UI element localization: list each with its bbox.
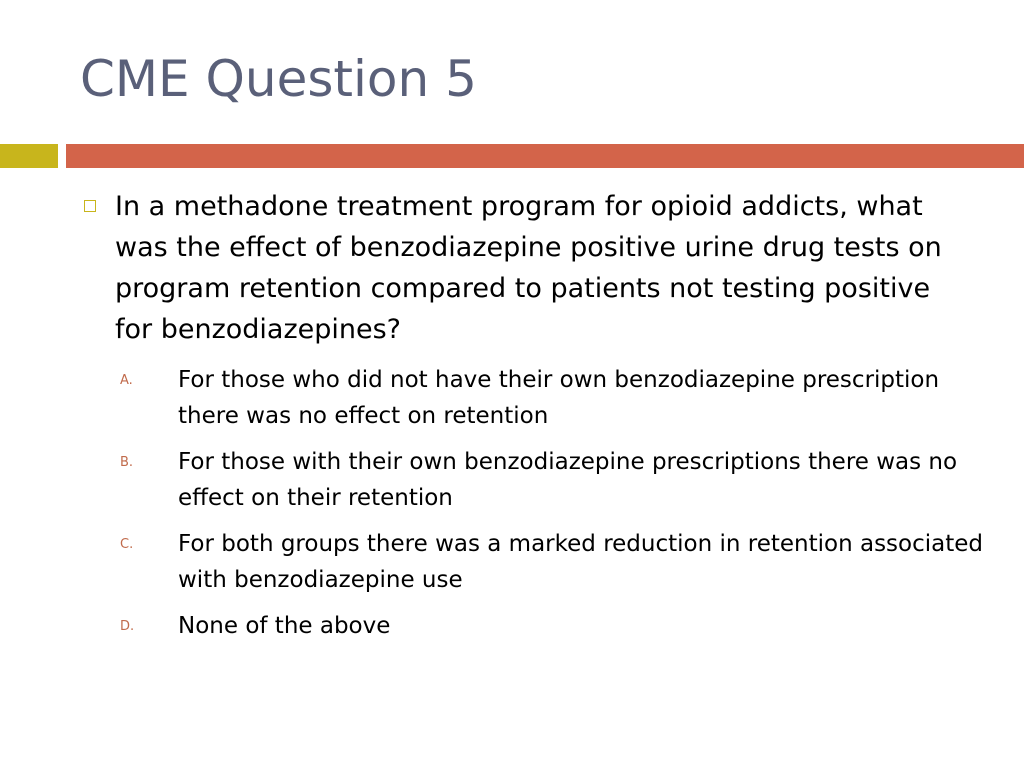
option-letter: B. xyxy=(120,455,134,470)
option-letter: C. xyxy=(120,537,134,552)
slide-title: CME Question 5 xyxy=(80,50,477,108)
option-text: For those with their own benzodiazepine prescriptions there was no effect on their retention xyxy=(178,449,958,511)
option-letter: A. xyxy=(120,373,133,388)
answer-option-d xyxy=(120,608,1000,644)
answer-option-b xyxy=(120,444,1000,516)
option-text: None of the above xyxy=(178,613,391,639)
option-letter: D. xyxy=(120,619,135,634)
square-bullet-icon xyxy=(84,200,96,212)
answer-option-a xyxy=(120,362,1000,434)
question-text: In a methadone treatment program for opioid addicts, what was the effect of benzodiazepine positive urine drug tests on program retention compared to patients not testing positive for benzodiazepines? xyxy=(115,191,942,345)
answer-options xyxy=(120,362,1000,654)
answer-option-c xyxy=(120,526,1000,598)
accent-bar-right xyxy=(66,144,1024,168)
option-text: For both groups there was a marked reduction in retention associated with benzodiazepine use xyxy=(178,531,984,593)
accent-bar-left xyxy=(0,144,58,168)
option-text: For those who did not have their own benzodiazepine prescription there was no effect on retention xyxy=(178,367,940,429)
